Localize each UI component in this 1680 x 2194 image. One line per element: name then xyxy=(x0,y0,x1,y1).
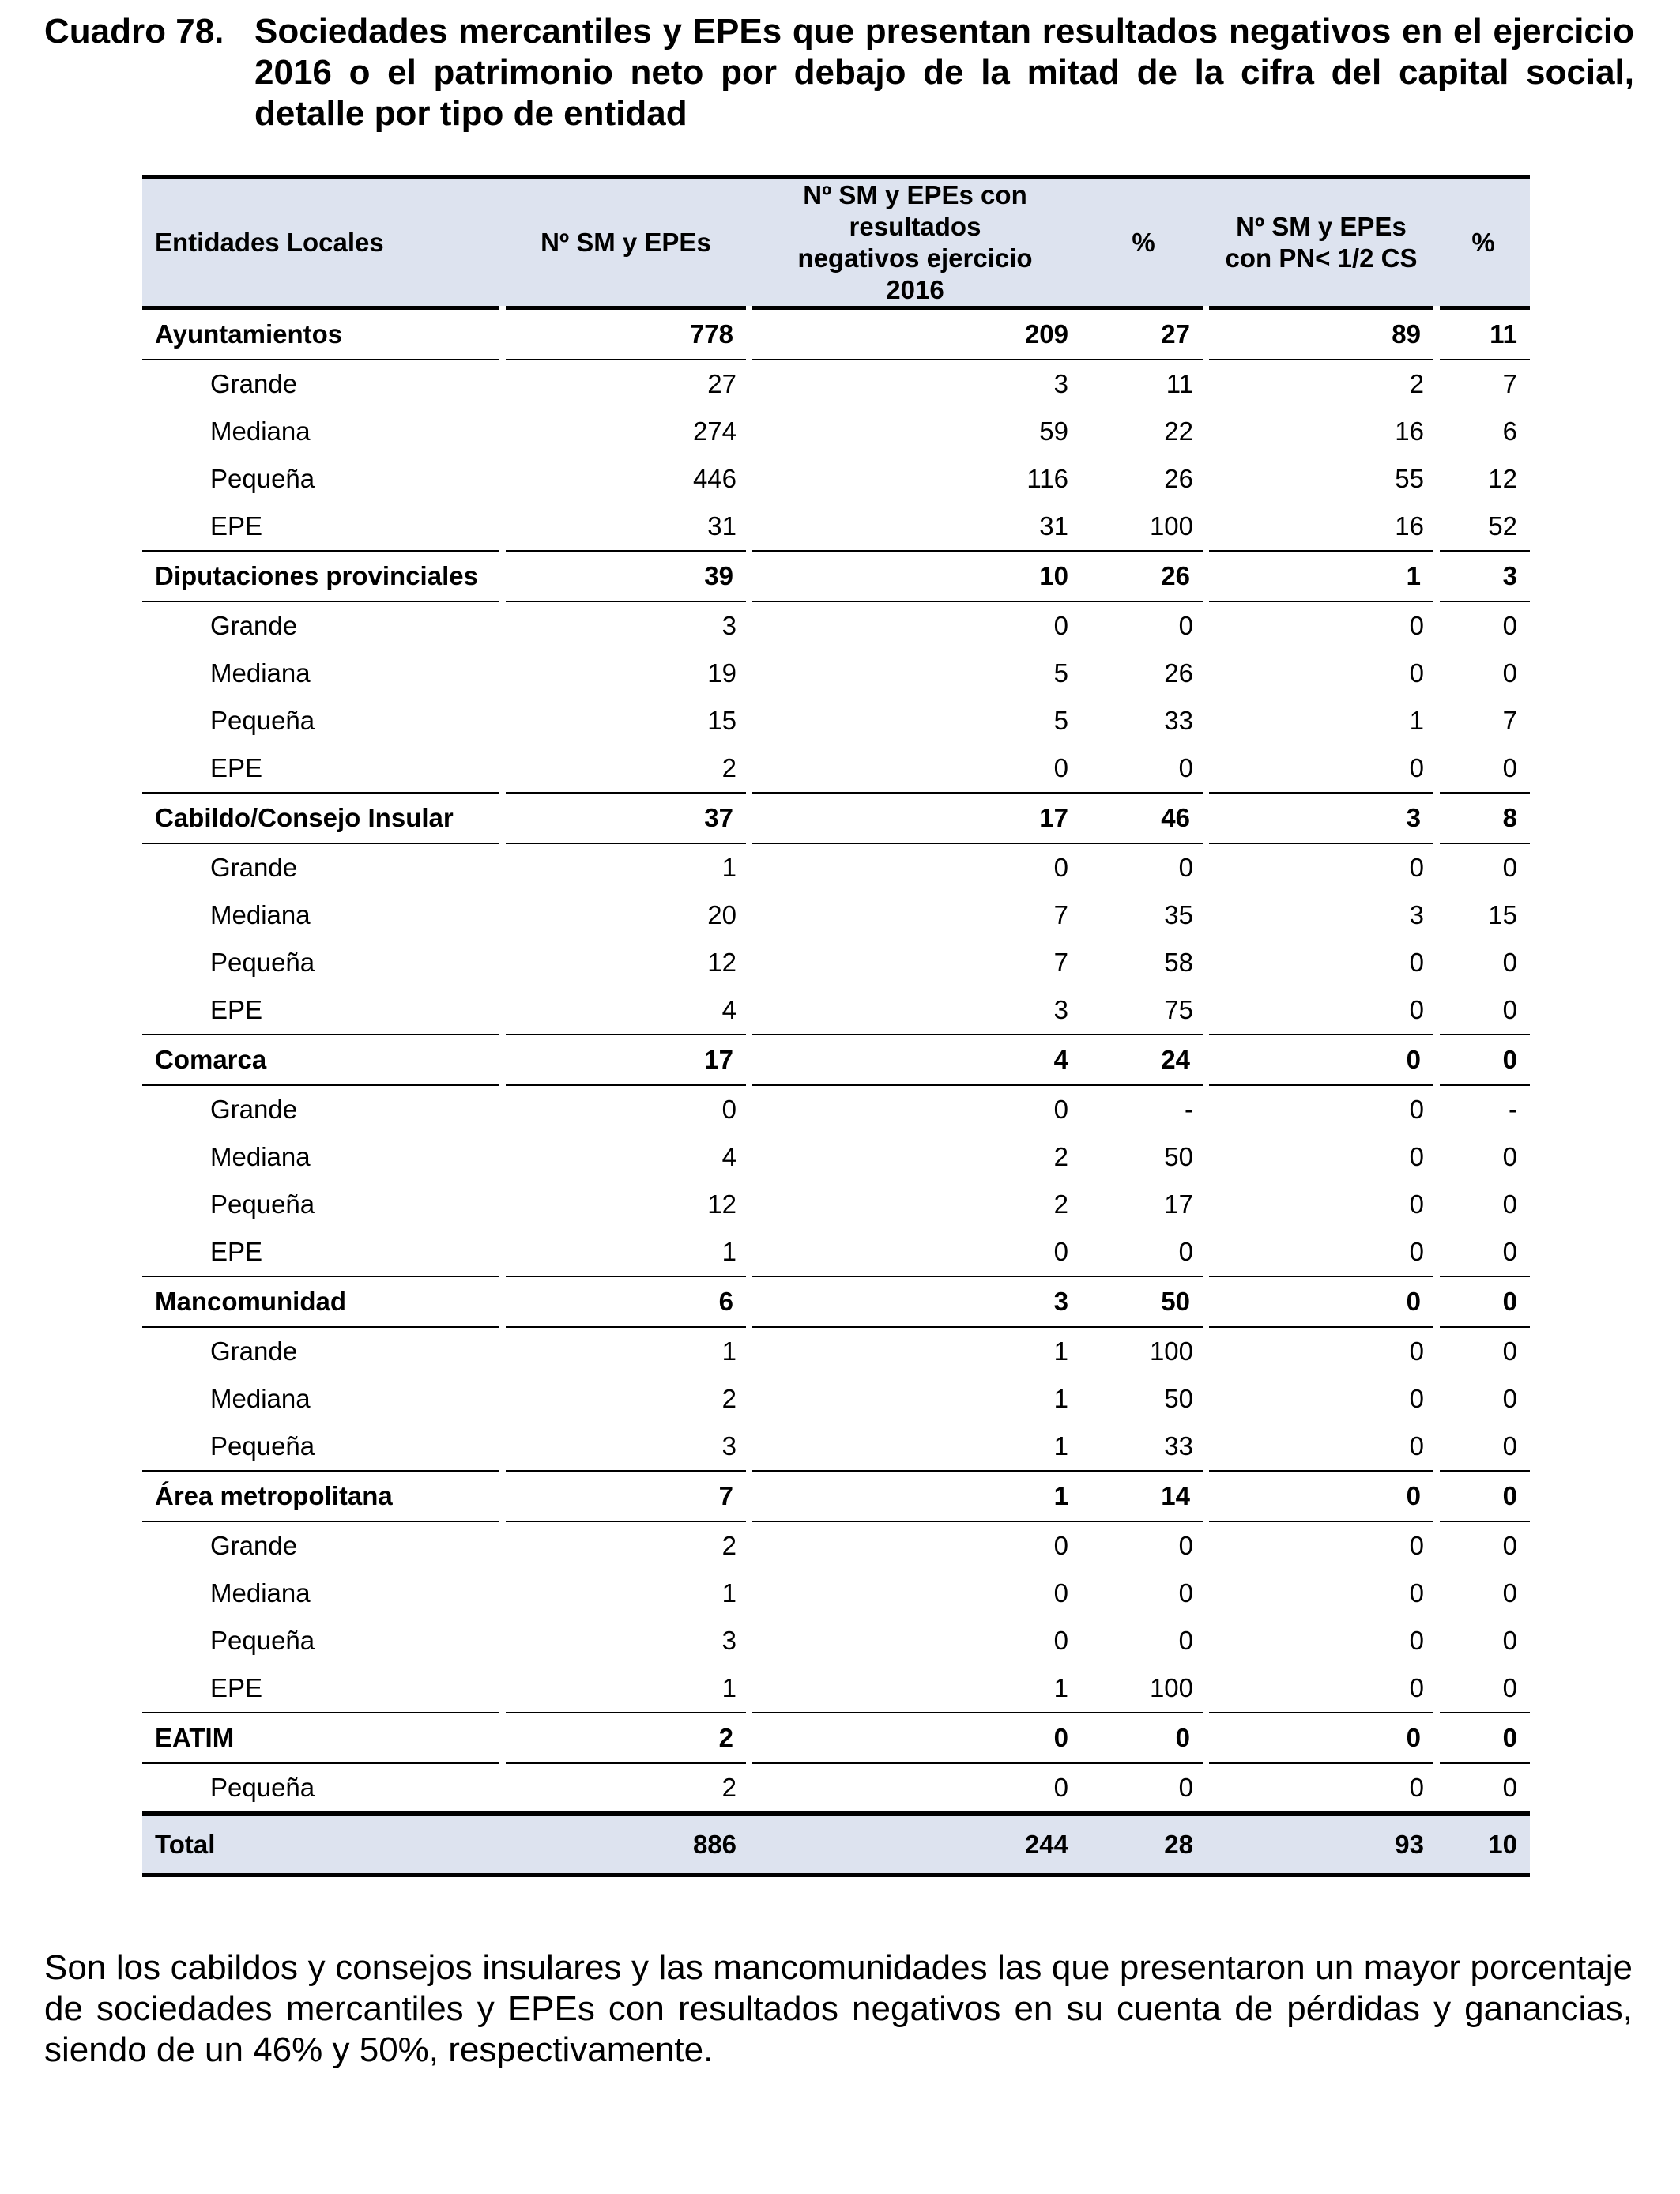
table-footer xyxy=(142,1814,1530,1875)
group-pct2: 8 xyxy=(1437,793,1530,843)
row-pct2: 0 xyxy=(1502,1626,1517,1655)
group-count: 6 xyxy=(503,1276,749,1327)
row-name: Pequeña xyxy=(210,706,315,735)
group-pct2: 11 xyxy=(1437,308,1530,360)
group-pct2: 3 xyxy=(1437,551,1530,601)
group-count: 37 xyxy=(503,793,749,843)
row-count: 446 xyxy=(692,464,736,493)
header-negative: Nº SM y EPEs con resultados negativos ejercicio 2016 xyxy=(749,178,1081,308)
group-name: Mancomunidad xyxy=(142,1276,503,1327)
table-row xyxy=(142,1423,1530,1471)
row-negative: 0 xyxy=(1053,611,1068,640)
row-pn: 0 xyxy=(1409,1142,1424,1171)
table-row xyxy=(142,1133,1530,1181)
table-body xyxy=(142,308,1530,1815)
row-negative: 1 xyxy=(1053,1384,1068,1413)
row-negative: 0 xyxy=(1053,1095,1068,1124)
row-name: Mediana xyxy=(210,1142,311,1171)
group-row xyxy=(142,1713,1530,1763)
group-negative: 0 xyxy=(749,1713,1081,1763)
row-pn: 0 xyxy=(1409,1578,1424,1608)
group-negative: 17 xyxy=(749,793,1081,843)
group-name: Área metropolitana xyxy=(142,1471,503,1521)
table-row xyxy=(142,1521,1530,1570)
row-pct1: 0 xyxy=(1178,1578,1193,1608)
row-pct2: 15 xyxy=(1488,900,1517,929)
table-row xyxy=(142,1570,1530,1617)
row-pct2: 0 xyxy=(1502,1336,1517,1366)
row-negative: 5 xyxy=(1053,706,1068,735)
group-negative: 3 xyxy=(749,1276,1081,1327)
row-negative: 59 xyxy=(1039,417,1068,446)
table-row xyxy=(142,1664,1530,1713)
group-pn: 3 xyxy=(1206,793,1437,843)
row-pct1: 26 xyxy=(1164,464,1193,493)
row-pct1: - xyxy=(1185,1095,1193,1124)
group-name: Ayuntamientos xyxy=(142,308,503,360)
row-count: 1 xyxy=(721,1336,736,1366)
row-pct1: 0 xyxy=(1178,1237,1193,1266)
header-entity: Entidades Locales xyxy=(142,178,503,308)
caption-title: Sociedades mercantiles y EPEs que presentan resultados negativos en el ejercicio 2016 o el patrimonio neto por debajo de la mitad de la cifra del capital social, detalle por tipo de entidad xyxy=(254,12,1634,133)
table-row xyxy=(142,503,1530,551)
row-pct2: 0 xyxy=(1502,853,1517,882)
row-negative: 1 xyxy=(1053,1431,1068,1461)
row-pct1: 35 xyxy=(1164,900,1193,929)
row-count: 2 xyxy=(721,753,736,782)
data-table xyxy=(142,175,1530,1877)
group-count: 7 xyxy=(503,1471,749,1521)
table-row xyxy=(142,892,1530,939)
row-pn: 0 xyxy=(1409,611,1424,640)
table-row xyxy=(142,1327,1530,1375)
group-pct2: 0 xyxy=(1437,1276,1530,1327)
group-pct2: 0 xyxy=(1437,1713,1530,1763)
row-pct1: 0 xyxy=(1178,753,1193,782)
row-pn: 0 xyxy=(1409,995,1424,1024)
row-negative: 2 xyxy=(1053,1142,1068,1171)
table-row xyxy=(142,986,1530,1035)
row-pn: 0 xyxy=(1409,1189,1424,1219)
total-negative: 244 xyxy=(749,1814,1081,1875)
row-pct2: 0 xyxy=(1502,1773,1517,1802)
group-count: 2 xyxy=(503,1713,749,1763)
row-pct2: - xyxy=(1509,1095,1517,1124)
row-name: Mediana xyxy=(210,417,311,446)
row-count: 2 xyxy=(721,1773,736,1802)
row-negative: 3 xyxy=(1053,369,1068,398)
table-row xyxy=(142,697,1530,745)
table-row xyxy=(142,843,1530,892)
group-row xyxy=(142,1035,1530,1085)
row-name: Pequeña xyxy=(210,464,315,493)
row-pct2: 52 xyxy=(1488,511,1517,541)
row-pct2: 0 xyxy=(1502,1431,1517,1461)
row-count: 1 xyxy=(721,1237,736,1266)
row-pct2: 0 xyxy=(1502,658,1517,688)
row-name: Mediana xyxy=(210,900,311,929)
row-count: 0 xyxy=(721,1095,736,1124)
group-pn: 0 xyxy=(1206,1713,1437,1763)
row-name: Grande xyxy=(210,1336,298,1366)
row-pct2: 12 xyxy=(1488,464,1517,493)
row-name: Mediana xyxy=(210,1578,311,1608)
row-name: EPE xyxy=(210,1237,263,1266)
table-row xyxy=(142,745,1530,793)
row-pct1: 33 xyxy=(1164,1431,1193,1461)
row-count: 1 xyxy=(721,1673,736,1702)
group-pct2: 0 xyxy=(1437,1471,1530,1521)
group-pn: 0 xyxy=(1206,1276,1437,1327)
row-negative: 3 xyxy=(1053,995,1068,1024)
row-pct1: 26 xyxy=(1164,658,1193,688)
row-pn: 0 xyxy=(1409,1531,1424,1560)
row-pn: 3 xyxy=(1409,900,1424,929)
row-pn: 0 xyxy=(1409,1626,1424,1655)
row-pn: 0 xyxy=(1409,948,1424,977)
row-count: 20 xyxy=(707,900,736,929)
row-count: 31 xyxy=(707,511,736,541)
row-pct2: 0 xyxy=(1502,1578,1517,1608)
group-pct1: 27 xyxy=(1081,308,1206,360)
row-count: 3 xyxy=(721,1431,736,1461)
row-pct2: 0 xyxy=(1502,1673,1517,1702)
row-pct1: 50 xyxy=(1164,1142,1193,1171)
row-name: Pequeña xyxy=(210,1189,315,1219)
row-pct2: 0 xyxy=(1502,995,1517,1024)
total-pct2: 10 xyxy=(1437,1814,1530,1875)
group-row xyxy=(142,551,1530,601)
group-negative: 1 xyxy=(749,1471,1081,1521)
group-pct2: 0 xyxy=(1437,1035,1530,1085)
row-pct2: 0 xyxy=(1502,948,1517,977)
row-pn: 16 xyxy=(1395,511,1424,541)
body-paragraph: Son los cabildos y consejos insulares y las mancomunidades las que presentaron un mayor porcentaje de sociedades mercantiles y EPEs con resultados negativos en su cuenta de pérdidas y ganancias, siendo de un 46% y 50%, respectivamente. xyxy=(44,1948,1633,2069)
row-pct1: 22 xyxy=(1164,417,1193,446)
row-pct2: 0 xyxy=(1502,611,1517,640)
row-pct1: 0 xyxy=(1178,1626,1193,1655)
row-count: 3 xyxy=(721,611,736,640)
row-pn: 0 xyxy=(1409,1237,1424,1266)
row-pct2: 7 xyxy=(1502,706,1517,735)
row-pct2: 0 xyxy=(1502,1384,1517,1413)
table-row xyxy=(142,1085,1530,1133)
row-negative: 7 xyxy=(1053,948,1068,977)
table-row xyxy=(142,1617,1530,1664)
row-negative: 0 xyxy=(1053,1626,1068,1655)
row-count: 1 xyxy=(721,853,736,882)
row-count: 3 xyxy=(721,1626,736,1655)
group-row xyxy=(142,1276,1530,1327)
row-pn: 0 xyxy=(1409,1431,1424,1461)
row-name: Mediana xyxy=(210,1384,311,1413)
table-row xyxy=(142,1375,1530,1423)
row-pn: 0 xyxy=(1409,1673,1424,1702)
row-name: Pequeña xyxy=(210,1773,315,1802)
row-negative: 5 xyxy=(1053,658,1068,688)
row-name: EPE xyxy=(210,753,263,782)
row-negative: 2 xyxy=(1053,1189,1068,1219)
header-count: Nº SM y EPEs xyxy=(503,178,749,308)
row-count: 12 xyxy=(707,1189,736,1219)
total-row xyxy=(142,1814,1530,1875)
group-pct1: 46 xyxy=(1081,793,1206,843)
row-pct1: 75 xyxy=(1164,995,1193,1024)
group-row xyxy=(142,793,1530,843)
group-pn: 89 xyxy=(1206,308,1437,360)
row-pct2: 0 xyxy=(1502,753,1517,782)
header-pn: Nº SM y EPEs con PN< 1/2 CS xyxy=(1206,178,1437,308)
row-name: EPE xyxy=(210,995,263,1024)
group-count: 778 xyxy=(503,308,749,360)
row-pn: 0 xyxy=(1409,1095,1424,1124)
row-pct1: 0 xyxy=(1178,853,1193,882)
header-pct1: % xyxy=(1081,178,1206,308)
group-negative: 209 xyxy=(749,308,1081,360)
group-pct1: 50 xyxy=(1081,1276,1206,1327)
group-pct1: 24 xyxy=(1081,1035,1206,1085)
row-name: EPE xyxy=(210,511,263,541)
row-name: Grande xyxy=(210,1095,298,1124)
header-pct2: % xyxy=(1437,178,1530,308)
row-name: Pequeña xyxy=(210,948,315,977)
row-name: Grande xyxy=(210,853,298,882)
group-pct1: 14 xyxy=(1081,1471,1206,1521)
row-pn: 0 xyxy=(1409,1384,1424,1413)
header-row xyxy=(142,178,1530,308)
row-pct1: 100 xyxy=(1149,511,1193,541)
row-negative: 0 xyxy=(1053,1531,1068,1560)
group-pn: 0 xyxy=(1206,1035,1437,1085)
row-count: 19 xyxy=(707,658,736,688)
row-count: 274 xyxy=(692,417,736,446)
row-pn: 0 xyxy=(1409,658,1424,688)
table-row xyxy=(142,939,1530,986)
row-pct1: 58 xyxy=(1164,948,1193,977)
row-pct2: 0 xyxy=(1502,1531,1517,1560)
row-pct1: 0 xyxy=(1178,1531,1193,1560)
row-count: 1 xyxy=(721,1578,736,1608)
table-row xyxy=(142,360,1530,408)
row-count: 27 xyxy=(707,369,736,398)
row-pn: 16 xyxy=(1395,417,1424,446)
row-count: 2 xyxy=(721,1531,736,1560)
table-row xyxy=(142,601,1530,650)
table-row xyxy=(142,1228,1530,1276)
row-name: Grande xyxy=(210,611,298,640)
total-count: 886 xyxy=(503,1814,749,1875)
row-count: 4 xyxy=(721,995,736,1024)
group-pn: 1 xyxy=(1206,551,1437,601)
row-pct1: 0 xyxy=(1178,1773,1193,1802)
row-pct1: 100 xyxy=(1149,1673,1193,1702)
row-negative: 7 xyxy=(1053,900,1068,929)
row-name: Grande xyxy=(210,369,298,398)
row-pn: 0 xyxy=(1409,1773,1424,1802)
row-pct2: 6 xyxy=(1502,417,1517,446)
table-row xyxy=(142,650,1530,697)
row-name: Pequeña xyxy=(210,1431,315,1461)
table-row xyxy=(142,408,1530,455)
table-header xyxy=(142,178,1530,308)
row-pct1: 33 xyxy=(1164,706,1193,735)
caption-label: Cuadro 78. xyxy=(44,12,224,51)
row-pn: 0 xyxy=(1409,853,1424,882)
row-name: Grande xyxy=(210,1531,298,1560)
group-count: 39 xyxy=(503,551,749,601)
row-negative: 31 xyxy=(1039,511,1068,541)
row-pct2: 0 xyxy=(1502,1189,1517,1219)
row-pct2: 0 xyxy=(1502,1142,1517,1171)
group-count: 17 xyxy=(503,1035,749,1085)
row-count: 15 xyxy=(707,706,736,735)
group-row xyxy=(142,1471,1530,1521)
group-name: Diputaciones provinciales xyxy=(142,551,503,601)
row-negative: 1 xyxy=(1053,1336,1068,1366)
row-pct1: 100 xyxy=(1149,1336,1193,1366)
row-count: 12 xyxy=(707,948,736,977)
row-pn: 1 xyxy=(1409,706,1424,735)
total-pct1: 28 xyxy=(1081,1814,1206,1875)
total-pn: 93 xyxy=(1206,1814,1437,1875)
group-name: Comarca xyxy=(142,1035,503,1085)
total-label: Total xyxy=(142,1814,503,1875)
row-count: 2 xyxy=(721,1384,736,1413)
row-pn: 0 xyxy=(1409,753,1424,782)
group-name: Cabildo/Consejo Insular xyxy=(142,793,503,843)
row-count: 4 xyxy=(721,1142,736,1171)
group-pn: 0 xyxy=(1206,1471,1437,1521)
row-pn: 2 xyxy=(1409,369,1424,398)
row-negative: 116 xyxy=(1026,464,1068,493)
group-pct1: 26 xyxy=(1081,551,1206,601)
group-row xyxy=(142,308,1530,360)
row-negative: 1 xyxy=(1053,1673,1068,1702)
group-name: EATIM xyxy=(142,1713,503,1763)
row-pct2: 7 xyxy=(1502,369,1517,398)
table-row xyxy=(142,455,1530,503)
row-pct2: 0 xyxy=(1502,1237,1517,1266)
row-negative: 0 xyxy=(1053,1578,1068,1608)
row-pct1: 50 xyxy=(1164,1384,1193,1413)
row-negative: 0 xyxy=(1053,753,1068,782)
row-pct1: 0 xyxy=(1178,611,1193,640)
row-pct1: 17 xyxy=(1164,1189,1193,1219)
row-pn: 0 xyxy=(1409,1336,1424,1366)
row-name: Mediana xyxy=(210,658,311,688)
group-pct1: 0 xyxy=(1081,1713,1206,1763)
group-negative: 10 xyxy=(749,551,1081,601)
row-negative: 0 xyxy=(1053,1773,1068,1802)
row-pct1: 11 xyxy=(1166,369,1193,398)
table-row xyxy=(142,1763,1530,1814)
row-negative: 0 xyxy=(1053,853,1068,882)
group-negative: 4 xyxy=(749,1035,1081,1085)
row-name: EPE xyxy=(210,1673,263,1702)
row-negative: 0 xyxy=(1053,1237,1068,1266)
row-name: Pequeña xyxy=(210,1626,315,1655)
table-row xyxy=(142,1181,1530,1228)
row-pn: 55 xyxy=(1395,464,1424,493)
